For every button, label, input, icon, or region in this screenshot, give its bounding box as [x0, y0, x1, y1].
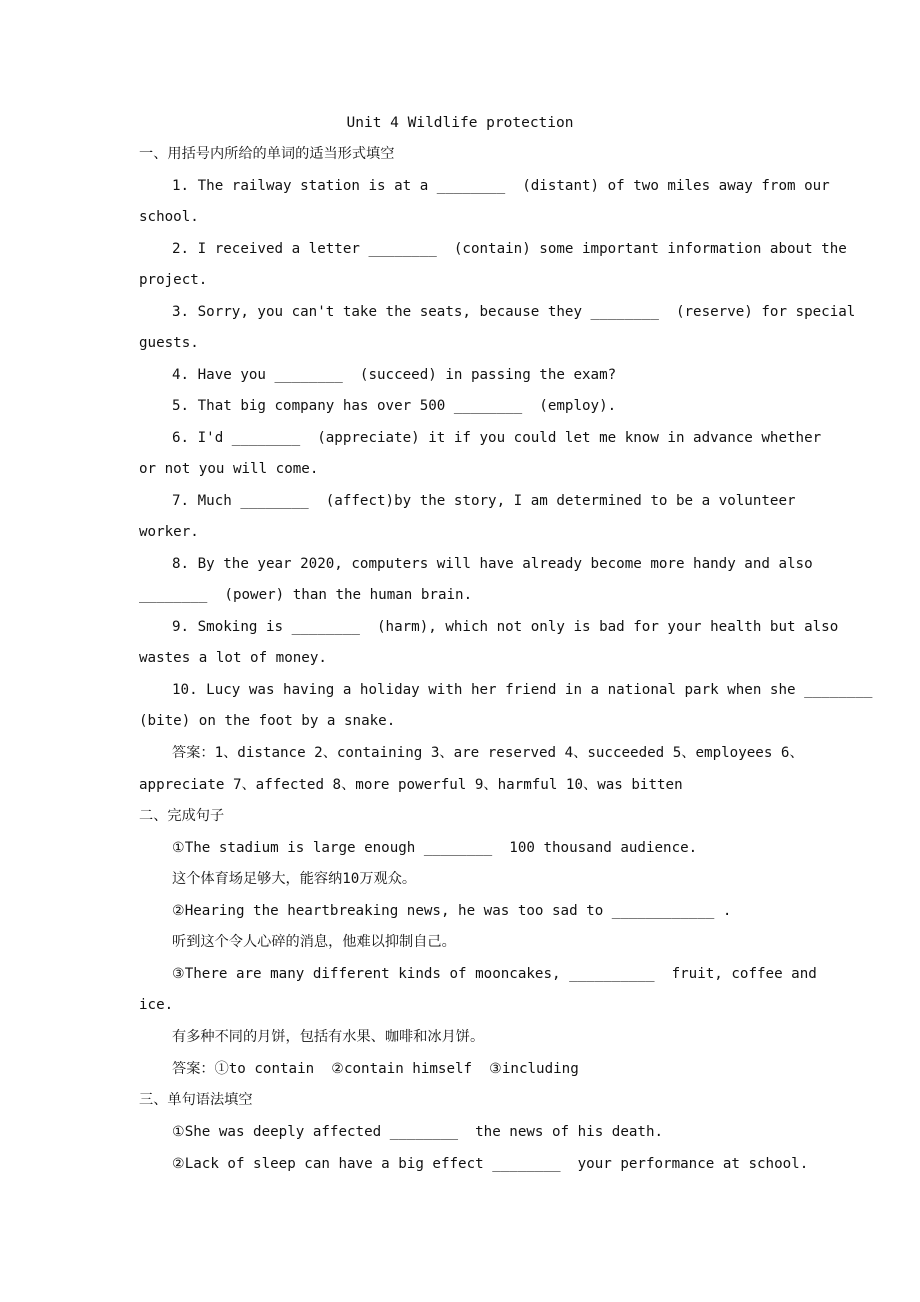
section1-answer-line1: 答案：1、distance 2、containing 3、are reserved 4、succeeded 5、employees 6、: [172, 745, 804, 761]
item-3-line1: 3. Sorry, you can't take the seats, because they ________ (reserve) for special: [172, 304, 856, 320]
item-6-line1: 6. I'd ________ (appreciate) it if you could let me know in advance whether: [172, 430, 822, 446]
item-10-line2: (bite) on the foot by a snake.: [139, 713, 396, 729]
section2-answer: 答案：①to contain ②contain himself ③including: [172, 1061, 579, 1077]
section3-heading: 三、单句语法填空: [139, 1092, 253, 1108]
item-10-line1: 10. Lucy was having a holiday with her friend in a national park when she ________: [172, 682, 873, 698]
section2-q1-zh: 这个体育场足够大，能容纳10万观众。: [172, 871, 417, 887]
item-3-line2: guests.: [139, 335, 199, 351]
section2-q1-en: ①The stadium is large enough ________ 100 thousand audience.: [172, 840, 698, 856]
section3-q2: ②Lack of sleep can have a big effect ________ your performance at school.: [172, 1156, 809, 1172]
item-4-line1: 4. Have you ________ (succeed) in passing the exam?: [172, 367, 617, 383]
item-2-line2: project.: [139, 272, 208, 288]
section2-q3-zh: 有多种不同的月饼，包括有水果、咖啡和冰月饼。: [172, 1029, 485, 1045]
section2-q2-en: ②Hearing the heartbreaking news, he was too sad to ____________ .: [172, 903, 732, 919]
section2-q3-en-line2: ice.: [139, 997, 174, 1013]
item-9-line1: 9. Smoking is ________ (harm), which not only is bad for your health but also: [172, 619, 839, 635]
item-9-line2: wastes a lot of money.: [139, 650, 327, 666]
item-8-line2: ________ (power) than the human brain.: [139, 587, 473, 603]
page-title: Unit 4 Wildlife protection: [346, 115, 574, 131]
item-2-line1: 2. I received a letter ________ (contain) some important information about the: [172, 241, 847, 257]
section2-q3-en-line1: ③There are many different kinds of mooncakes, __________ fruit, coffee and: [172, 966, 817, 982]
item-7-line1: 7. Much ________ (affect)by the story, I am determined to be a volunteer: [172, 493, 796, 509]
section2-q2-zh: 听到这个令人心碎的消息，他难以抑制自己。: [172, 934, 456, 950]
item-8-line1: 8. By the year 2020, computers will have already become more handy and also: [172, 556, 813, 572]
item-7-line2: worker.: [139, 524, 199, 540]
item-6-line2: or not you will come.: [139, 461, 319, 477]
section1-heading: 一、用括号内所给的单词的适当形式填空: [139, 146, 395, 162]
section2-heading: 二、完成句子: [139, 808, 225, 824]
section1-answer-line2: appreciate 7、affected 8、more powerful 9、harmful 10、was bitten: [139, 777, 683, 793]
item-1-line2: school.: [139, 209, 199, 225]
item-1-line1: 1. The railway station is at a ________ (distant) of two miles away from our: [172, 178, 830, 194]
item-5-line1: 5. That big company has over 500 ________ (employ).: [172, 398, 617, 414]
section3-q1: ①She was deeply affected ________ the news of his death.: [172, 1124, 664, 1140]
